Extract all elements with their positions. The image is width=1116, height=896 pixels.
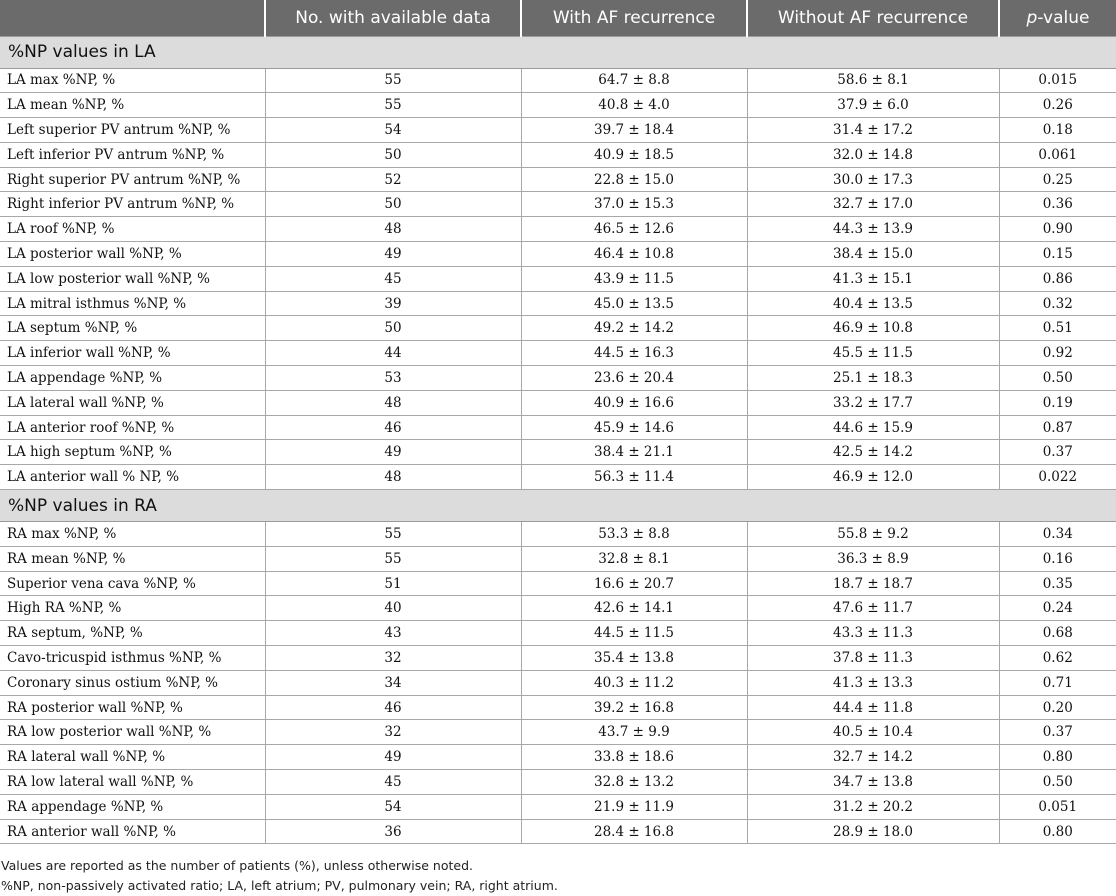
cell-p-value: 0.92 xyxy=(999,341,1116,366)
cell-variable: RA appendage %NP, % xyxy=(0,794,265,819)
cell-p-value: 0.50 xyxy=(999,770,1116,795)
cell-with-recurrence: 39.7 ± 18.4 xyxy=(521,118,747,143)
table-body xyxy=(0,36,1116,844)
cell-variable: Left inferior PV antrum %NP, % xyxy=(0,142,265,167)
cell-variable: LA anterior wall % NP, % xyxy=(0,465,265,490)
cell-with-recurrence: 40.8 ± 4.0 xyxy=(521,93,747,118)
cell-available-data: 32 xyxy=(265,720,521,745)
table-row xyxy=(0,596,1116,621)
cell-without-recurrence: 32.0 ± 14.8 xyxy=(747,142,999,167)
cell-p-value: 0.26 xyxy=(999,93,1116,118)
table-row xyxy=(0,440,1116,465)
cell-with-recurrence: 35.4 ± 13.8 xyxy=(521,646,747,671)
cell-without-recurrence: 31.4 ± 17.2 xyxy=(747,118,999,143)
cell-available-data: 32 xyxy=(265,646,521,671)
cell-p-value: 0.37 xyxy=(999,720,1116,745)
table-row xyxy=(0,745,1116,770)
cell-p-value: 0.50 xyxy=(999,366,1116,391)
cell-without-recurrence: 40.5 ± 10.4 xyxy=(747,720,999,745)
cell-available-data: 55 xyxy=(265,68,521,93)
cell-p-value: 0.87 xyxy=(999,415,1116,440)
cell-p-value: 0.24 xyxy=(999,596,1116,621)
cell-without-recurrence: 44.3 ± 13.9 xyxy=(747,217,999,242)
cell-variable: RA max %NP, % xyxy=(0,522,265,547)
cell-available-data: 55 xyxy=(265,522,521,547)
cell-available-data: 52 xyxy=(265,167,521,192)
cell-without-recurrence: 55.8 ± 9.2 xyxy=(747,522,999,547)
cell-available-data: 51 xyxy=(265,571,521,596)
header-p-italic: p xyxy=(1026,7,1038,28)
cell-without-recurrence: 30.0 ± 17.3 xyxy=(747,167,999,192)
cell-variable: Right inferior PV antrum %NP, % xyxy=(0,192,265,217)
cell-p-value: 0.36 xyxy=(999,192,1116,217)
cell-variable: High RA %NP, % xyxy=(0,596,265,621)
cell-p-value: 0.061 xyxy=(999,142,1116,167)
table-row xyxy=(0,695,1116,720)
cell-variable: LA roof %NP, % xyxy=(0,217,265,242)
cell-available-data: 49 xyxy=(265,242,521,267)
table-row xyxy=(0,217,1116,242)
table-row xyxy=(0,366,1116,391)
cell-with-recurrence: 44.5 ± 16.3 xyxy=(521,341,747,366)
table-row xyxy=(0,167,1116,192)
cell-with-recurrence: 49.2 ± 14.2 xyxy=(521,316,747,341)
cell-p-value: 0.15 xyxy=(999,242,1116,267)
cell-p-value: 0.37 xyxy=(999,440,1116,465)
table-row xyxy=(0,266,1116,291)
cell-with-recurrence: 28.4 ± 16.8 xyxy=(521,819,747,844)
cell-available-data: 40 xyxy=(265,596,521,621)
cell-available-data: 39 xyxy=(265,291,521,316)
cell-variable: RA low lateral wall %NP, % xyxy=(0,770,265,795)
cell-available-data: 46 xyxy=(265,415,521,440)
cell-without-recurrence: 34.7 ± 13.8 xyxy=(747,770,999,795)
cell-with-recurrence: 40.9 ± 18.5 xyxy=(521,142,747,167)
cell-with-recurrence: 38.4 ± 21.1 xyxy=(521,440,747,465)
header-variable xyxy=(0,0,265,36)
cell-variable: Coronary sinus ostium %NP, % xyxy=(0,670,265,695)
cell-variable: RA posterior wall %NP, % xyxy=(0,695,265,720)
cell-without-recurrence: 46.9 ± 10.8 xyxy=(747,316,999,341)
cell-with-recurrence: 46.5 ± 12.6 xyxy=(521,217,747,242)
footnote-values: Values are reported as the number of patients (%), unless otherwise noted. xyxy=(1,858,473,873)
cell-without-recurrence: 33.2 ± 17.7 xyxy=(747,390,999,415)
cell-p-value: 0.16 xyxy=(999,546,1116,571)
cell-without-recurrence: 45.5 ± 11.5 xyxy=(747,341,999,366)
cell-variable: LA low posterior wall %NP, % xyxy=(0,266,265,291)
table-row xyxy=(0,546,1116,571)
cell-available-data: 55 xyxy=(265,93,521,118)
cell-with-recurrence: 21.9 ± 11.9 xyxy=(521,794,747,819)
cell-available-data: 43 xyxy=(265,621,521,646)
cell-with-recurrence: 39.2 ± 16.8 xyxy=(521,695,747,720)
cell-available-data: 34 xyxy=(265,670,521,695)
cell-available-data: 50 xyxy=(265,316,521,341)
cell-with-recurrence: 46.4 ± 10.8 xyxy=(521,242,747,267)
section-title: %NP values in RA xyxy=(0,490,1116,522)
cell-without-recurrence: 44.4 ± 11.8 xyxy=(747,695,999,720)
cell-with-recurrence: 22.8 ± 15.0 xyxy=(521,167,747,192)
cell-variable: LA appendage %NP, % xyxy=(0,366,265,391)
cell-without-recurrence: 40.4 ± 13.5 xyxy=(747,291,999,316)
cell-without-recurrence: 44.6 ± 15.9 xyxy=(747,415,999,440)
cell-variable: LA mean %NP, % xyxy=(0,93,265,118)
table-row xyxy=(0,465,1116,490)
cell-p-value: 0.86 xyxy=(999,266,1116,291)
cell-with-recurrence: 44.5 ± 11.5 xyxy=(521,621,747,646)
cell-available-data: 36 xyxy=(265,819,521,844)
table-row xyxy=(0,720,1116,745)
header-p-value xyxy=(999,0,1116,36)
table-row xyxy=(0,291,1116,316)
table-row xyxy=(0,68,1116,93)
cell-available-data: 49 xyxy=(265,745,521,770)
footnote-abbreviations: %NP, non-passively activated ratio; LA, left atrium; PV, pulmonary vein; RA, right atrium. xyxy=(1,878,558,893)
cell-without-recurrence: 32.7 ± 17.0 xyxy=(747,192,999,217)
header-available-data: No. with available data xyxy=(265,0,521,36)
cell-p-value: 0.19 xyxy=(999,390,1116,415)
table-row xyxy=(0,242,1116,267)
table-row xyxy=(0,819,1116,844)
table-row xyxy=(0,621,1116,646)
cell-without-recurrence: 46.9 ± 12.0 xyxy=(747,465,999,490)
cell-with-recurrence: 40.3 ± 11.2 xyxy=(521,670,747,695)
header-p-rest: -value xyxy=(1037,7,1090,28)
cell-p-value: 0.015 xyxy=(999,68,1116,93)
cell-available-data: 49 xyxy=(265,440,521,465)
cell-p-value: 0.51 xyxy=(999,316,1116,341)
cell-without-recurrence: 58.6 ± 8.1 xyxy=(747,68,999,93)
table-row xyxy=(0,316,1116,341)
table-row xyxy=(0,571,1116,596)
table-row xyxy=(0,670,1116,695)
cell-p-value: 0.022 xyxy=(999,465,1116,490)
cell-available-data: 50 xyxy=(265,142,521,167)
table-row xyxy=(0,192,1116,217)
cell-p-value: 0.71 xyxy=(999,670,1116,695)
cell-variable: Cavo-tricuspid isthmus %NP, % xyxy=(0,646,265,671)
cell-without-recurrence: 31.2 ± 20.2 xyxy=(747,794,999,819)
table-row xyxy=(0,93,1116,118)
cell-without-recurrence: 42.5 ± 14.2 xyxy=(747,440,999,465)
cell-without-recurrence: 32.7 ± 14.2 xyxy=(747,745,999,770)
cell-variable: RA septum, %NP, % xyxy=(0,621,265,646)
cell-variable: LA max %NP, % xyxy=(0,68,265,93)
cell-with-recurrence: 64.7 ± 8.8 xyxy=(521,68,747,93)
cell-variable: LA mitral isthmus %NP, % xyxy=(0,291,265,316)
cell-available-data: 50 xyxy=(265,192,521,217)
cell-without-recurrence: 25.1 ± 18.3 xyxy=(747,366,999,391)
cell-p-value: 0.80 xyxy=(999,745,1116,770)
cell-variable: LA septum %NP, % xyxy=(0,316,265,341)
cell-without-recurrence: 28.9 ± 18.0 xyxy=(747,819,999,844)
cell-p-value: 0.80 xyxy=(999,819,1116,844)
cell-p-value: 0.34 xyxy=(999,522,1116,547)
table-footnotes xyxy=(0,856,558,896)
cell-without-recurrence: 18.7 ± 18.7 xyxy=(747,571,999,596)
cell-p-value: 0.62 xyxy=(999,646,1116,671)
cell-variable: RA low posterior wall %NP, % xyxy=(0,720,265,745)
table-row xyxy=(0,341,1116,366)
cell-variable: LA posterior wall %NP, % xyxy=(0,242,265,267)
cell-available-data: 48 xyxy=(265,217,521,242)
cell-available-data: 53 xyxy=(265,366,521,391)
cell-variable: Left superior PV antrum %NP, % xyxy=(0,118,265,143)
cell-variable: RA mean %NP, % xyxy=(0,546,265,571)
cell-without-recurrence: 41.3 ± 13.3 xyxy=(747,670,999,695)
cell-variable: Right superior PV antrum %NP, % xyxy=(0,167,265,192)
cell-without-recurrence: 41.3 ± 15.1 xyxy=(747,266,999,291)
cell-variable: LA anterior roof %NP, % xyxy=(0,415,265,440)
cell-available-data: 44 xyxy=(265,341,521,366)
cell-p-value: 0.90 xyxy=(999,217,1116,242)
cell-with-recurrence: 45.0 ± 13.5 xyxy=(521,291,747,316)
cell-without-recurrence: 37.9 ± 6.0 xyxy=(747,93,999,118)
cell-without-recurrence: 43.3 ± 11.3 xyxy=(747,621,999,646)
cell-available-data: 48 xyxy=(265,390,521,415)
cell-available-data: 45 xyxy=(265,770,521,795)
cell-p-value: 0.32 xyxy=(999,291,1116,316)
table-row xyxy=(0,770,1116,795)
cell-with-recurrence: 32.8 ± 8.1 xyxy=(521,546,747,571)
cell-available-data: 48 xyxy=(265,465,521,490)
table-row xyxy=(0,522,1116,547)
cell-available-data: 55 xyxy=(265,546,521,571)
cell-p-value: 0.20 xyxy=(999,695,1116,720)
cell-with-recurrence: 32.8 ± 13.2 xyxy=(521,770,747,795)
cell-with-recurrence: 33.8 ± 18.6 xyxy=(521,745,747,770)
cell-variable: LA high septum %NP, % xyxy=(0,440,265,465)
cell-available-data: 45 xyxy=(265,266,521,291)
cell-p-value: 0.25 xyxy=(999,167,1116,192)
cell-without-recurrence: 47.6 ± 11.7 xyxy=(747,596,999,621)
section-row xyxy=(0,490,1116,522)
cell-p-value: 0.68 xyxy=(999,621,1116,646)
cell-with-recurrence: 53.3 ± 8.8 xyxy=(521,522,747,547)
table-row xyxy=(0,415,1116,440)
cell-p-value: 0.35 xyxy=(999,571,1116,596)
cell-with-recurrence: 23.6 ± 20.4 xyxy=(521,366,747,391)
cell-with-recurrence: 43.9 ± 11.5 xyxy=(521,266,747,291)
cell-with-recurrence: 42.6 ± 14.1 xyxy=(521,596,747,621)
table-row xyxy=(0,646,1116,671)
cell-without-recurrence: 38.4 ± 15.0 xyxy=(747,242,999,267)
cell-variable: Superior vena cava %NP, % xyxy=(0,571,265,596)
section-row xyxy=(0,36,1116,68)
cell-with-recurrence: 45.9 ± 14.6 xyxy=(521,415,747,440)
cell-p-value: 0.18 xyxy=(999,118,1116,143)
cell-available-data: 54 xyxy=(265,118,521,143)
header-without-recurrence: Without AF recurrence xyxy=(747,0,999,36)
cell-with-recurrence: 37.0 ± 15.3 xyxy=(521,192,747,217)
cell-available-data: 54 xyxy=(265,794,521,819)
table-row xyxy=(0,118,1116,143)
table-row xyxy=(0,794,1116,819)
cell-variable: RA anterior wall %NP, % xyxy=(0,819,265,844)
cell-variable: RA lateral wall %NP, % xyxy=(0,745,265,770)
header-row xyxy=(0,0,1116,36)
cell-with-recurrence: 43.7 ± 9.9 xyxy=(521,720,747,745)
cell-variable: LA inferior wall %NP, % xyxy=(0,341,265,366)
section-title: %NP values in LA xyxy=(0,36,1116,68)
cell-with-recurrence: 56.3 ± 11.4 xyxy=(521,465,747,490)
cell-available-data: 46 xyxy=(265,695,521,720)
table-row xyxy=(0,390,1116,415)
cell-with-recurrence: 16.6 ± 20.7 xyxy=(521,571,747,596)
header-with-recurrence: With AF recurrence xyxy=(521,0,747,36)
cell-without-recurrence: 36.3 ± 8.9 xyxy=(747,546,999,571)
cell-variable: LA lateral wall %NP, % xyxy=(0,390,265,415)
cell-with-recurrence: 40.9 ± 16.6 xyxy=(521,390,747,415)
table-row xyxy=(0,142,1116,167)
cell-p-value: 0.051 xyxy=(999,794,1116,819)
cell-without-recurrence: 37.8 ± 11.3 xyxy=(747,646,999,671)
